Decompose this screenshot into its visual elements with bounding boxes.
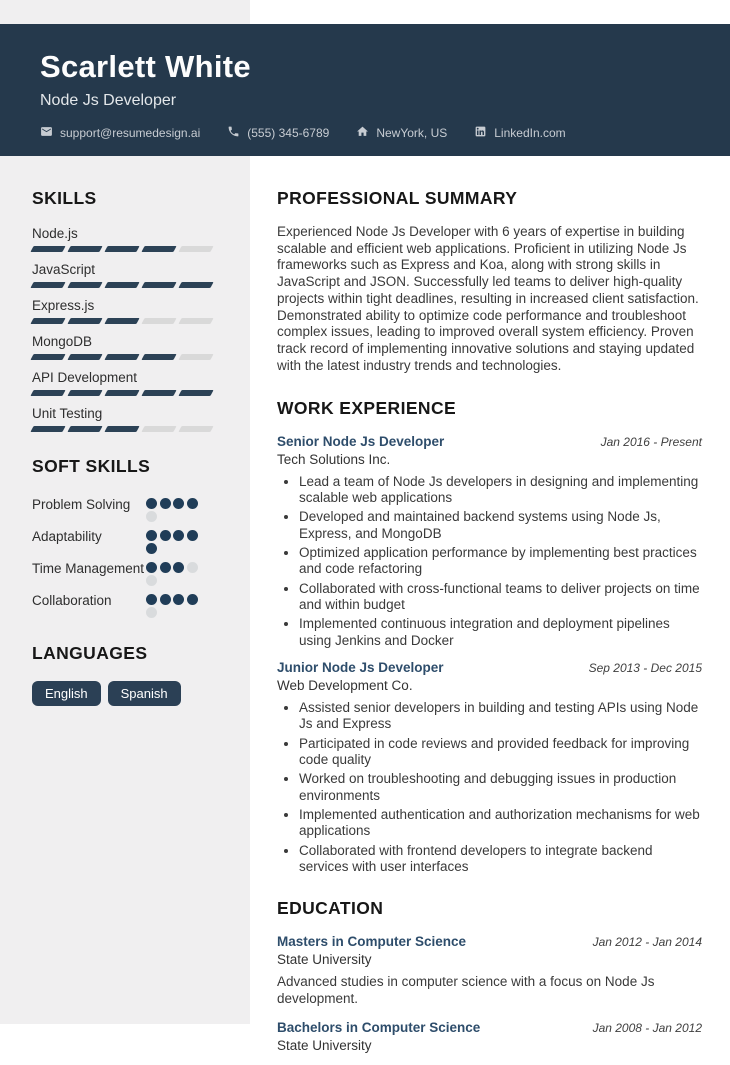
education-dates: Jan 2012 - Jan 2014 <box>592 935 702 950</box>
rating-dot <box>146 511 157 522</box>
skill-bar-segment <box>178 318 214 324</box>
job-bullet: • Developed and maintained backend systems using Node Js, Express, and MongoDB <box>299 509 702 542</box>
education-entry <box>277 1020 702 1053</box>
skill-bar-segment <box>67 246 103 252</box>
job-header <box>277 434 702 449</box>
skill-item <box>32 370 212 396</box>
education-header <box>277 1020 702 1035</box>
summary-text: Experienced Node Js Developer with 6 years of expertise in building scalable and efficient web applications. Proficient in utilizing Node Js frameworks such as Express and Koa, along with strong skills in JavaScript and JSON. Successfully led teams to deliver high-quality projects within tight deadlines, resulting in increased client satisfaction. Demonstrated ability to optimize code performance and troubleshoot complex issues, leading to improved overall system efficiency. Proven track record of implementing innovative solutions and staying updated with the latest industry trends and technologies. <box>277 224 699 373</box>
person-name: Scarlett White <box>40 49 251 84</box>
skill-item <box>32 334 212 360</box>
job-title: Senior Node Js Developer <box>277 433 445 449</box>
skill-bar-segment <box>67 318 103 324</box>
job-dates: Jan 2016 - Present <box>600 434 702 449</box>
skill-bar-segment <box>67 426 103 432</box>
degree-title: Bachelors in Computer Science <box>277 1019 481 1035</box>
skill-bar-segment <box>30 390 66 396</box>
soft-skills-heading: SOFT SKILLS <box>32 456 151 476</box>
school-name: State University <box>277 952 372 968</box>
summary-section <box>277 188 702 375</box>
skill-bar-segment <box>67 282 103 288</box>
job-bullet: • Implemented continuous integration and deployment pipelines using Jenkins and Docker <box>299 616 702 649</box>
skill-name: API Development <box>32 370 138 385</box>
rating-dot <box>173 498 184 509</box>
skill-bar-segment <box>104 318 140 324</box>
home-icon <box>356 125 369 141</box>
job-bullet: • Collaborated with frontend developers to integrate backend services with user interfaces <box>299 843 702 876</box>
skill-bar-segment <box>30 246 66 252</box>
degree-title: Masters in Computer Science <box>277 934 467 950</box>
job-bullet: • Lead a team of Node Js developers in designing and implementing scalable web applications <box>299 474 702 507</box>
skill-bar-segment <box>141 246 177 252</box>
rating-dot <box>146 498 157 509</box>
soft-skill-rating <box>146 558 208 587</box>
experience-heading: WORK EXPERIENCE <box>277 397 457 418</box>
skills-heading: SKILLS <box>32 188 97 208</box>
soft-skill-item <box>32 526 212 555</box>
skill-bar <box>32 354 212 360</box>
soft-skill-name: Adaptability <box>32 529 102 544</box>
resume-header <box>0 24 730 156</box>
language-badge: English <box>32 681 101 706</box>
rating-dot <box>160 530 171 541</box>
education-entry <box>277 934 702 1008</box>
skill-bar-segment <box>67 390 103 396</box>
languages-heading: LANGUAGES <box>32 643 148 663</box>
skill-bar-segment <box>178 354 214 360</box>
skill-bar-segment <box>141 390 177 396</box>
skill-bar-segment <box>141 318 177 324</box>
contact-text: (555) 345-6789 <box>247 125 330 140</box>
soft-skill-item <box>32 558 212 587</box>
rating-dot <box>146 607 157 618</box>
email-icon <box>40 125 53 141</box>
skill-bar-segment <box>104 354 140 360</box>
skill-bar-segment <box>30 318 66 324</box>
main-content <box>277 188 702 1065</box>
soft-skill-item <box>32 590 212 619</box>
skill-bar-segment <box>30 282 66 288</box>
skill-bar <box>32 246 212 252</box>
linkedin-icon <box>474 125 487 141</box>
summary-heading: PROFESSIONAL SUMMARY <box>277 188 518 208</box>
person-job-title: Node Js Developer <box>40 91 177 109</box>
soft-skill-name: Time Management <box>32 561 145 576</box>
job-bullet: • Participated in code reviews and provided feedback for improving code quality <box>299 736 702 769</box>
rating-dot <box>187 594 198 605</box>
soft-skill-item <box>32 494 212 523</box>
skill-bar-segment <box>141 426 177 432</box>
skill-bar-segment <box>104 426 140 432</box>
rating-dot <box>146 575 157 586</box>
education-section <box>277 898 702 1053</box>
skill-bar <box>32 426 212 432</box>
job-company: Tech Solutions Inc. <box>277 451 391 467</box>
rating-dot <box>187 562 198 573</box>
skill-item <box>32 406 212 432</box>
job-bullet: • Worked on troubleshooting and debugging issues in production environments <box>299 771 702 804</box>
skill-bar-segment <box>178 246 214 252</box>
rating-dot <box>160 594 171 605</box>
skill-bar-segment <box>104 390 140 396</box>
skill-name: JavaScript <box>32 262 96 277</box>
language-badge: Spanish <box>108 681 181 706</box>
skill-bar-segment <box>141 354 177 360</box>
skill-name: MongoDB <box>32 334 93 349</box>
skill-name: Node.js <box>32 226 78 241</box>
job-bullet: • Assisted senior developers in building and testing APIs using Node Js and Express <box>299 700 702 733</box>
skill-bar <box>32 390 212 396</box>
soft-skills-list <box>32 494 212 619</box>
sidebar <box>32 188 212 706</box>
education-header <box>277 934 702 949</box>
job-company: Web Development Co. <box>277 677 413 693</box>
experience-section <box>277 398 702 876</box>
skill-name: Express.js <box>32 298 95 313</box>
languages-list <box>32 681 212 706</box>
soft-skill-name: Problem Solving <box>32 497 131 512</box>
skill-bar-segment <box>104 282 140 288</box>
rating-dot <box>146 562 157 573</box>
education-description: Advanced studies in computer science with a focus on Node Js development. <box>277 974 655 1007</box>
job-entry <box>277 660 702 875</box>
education-list <box>277 934 702 1053</box>
rating-dot <box>146 530 157 541</box>
rating-dot <box>146 543 157 554</box>
soft-skill-rating <box>146 590 208 619</box>
rating-dot <box>160 562 171 573</box>
rating-dot <box>173 594 184 605</box>
soft-skill-rating <box>146 526 208 555</box>
education-heading: EDUCATION <box>277 898 384 919</box>
job-dates: Sep 2013 - Dec 2015 <box>588 660 702 675</box>
skill-name: Unit Testing <box>32 406 103 421</box>
school-name: State University <box>277 1037 372 1053</box>
job-bullet: • Collaborated with cross-functional teams to deliver projects on time and within budget <box>299 581 702 614</box>
contact-item <box>227 125 329 141</box>
job-header <box>277 660 702 675</box>
soft-skill-name: Collaboration <box>32 593 112 608</box>
rating-dot <box>187 498 198 509</box>
skill-bar-segment <box>104 246 140 252</box>
rating-dot <box>146 594 157 605</box>
skill-bar-segment <box>141 282 177 288</box>
job-bullets <box>277 700 702 875</box>
contact-item <box>474 125 565 141</box>
rating-dot <box>187 530 198 541</box>
contact-row <box>40 125 700 141</box>
skill-bar-segment <box>67 354 103 360</box>
job-bullet: • Optimized application performance by implementing best practices and code refactoring <box>299 545 702 578</box>
skill-bar-segment <box>30 354 66 360</box>
rating-dot <box>173 530 184 541</box>
soft-skill-rating <box>146 494 208 523</box>
skill-item <box>32 226 212 252</box>
skill-bar-segment <box>178 426 214 432</box>
skill-bar <box>32 282 212 288</box>
skills-list <box>32 226 212 432</box>
skill-item <box>32 262 212 288</box>
education-dates: Jan 2008 - Jan 2012 <box>592 1020 702 1035</box>
rating-dot <box>160 498 171 509</box>
skill-bar <box>32 318 212 324</box>
job-bullet: • Implemented authentication and authorization mechanisms for web applications <box>299 807 702 840</box>
skill-bar-segment <box>178 390 214 396</box>
jobs-list <box>277 434 702 876</box>
skill-item <box>32 298 212 324</box>
phone-icon <box>227 125 240 141</box>
contact-item <box>356 125 447 141</box>
job-title: Junior Node Js Developer <box>277 659 444 675</box>
contact-item <box>40 125 200 141</box>
contact-text: support@resumedesign.ai <box>60 125 201 140</box>
job-entry <box>277 434 702 649</box>
contact-text: LinkedIn.com <box>494 125 566 140</box>
skill-bar-segment <box>30 426 66 432</box>
contact-text: NewYork, US <box>376 125 448 140</box>
skill-bar-segment <box>178 282 214 288</box>
rating-dot <box>173 562 184 573</box>
job-bullets <box>277 474 702 649</box>
